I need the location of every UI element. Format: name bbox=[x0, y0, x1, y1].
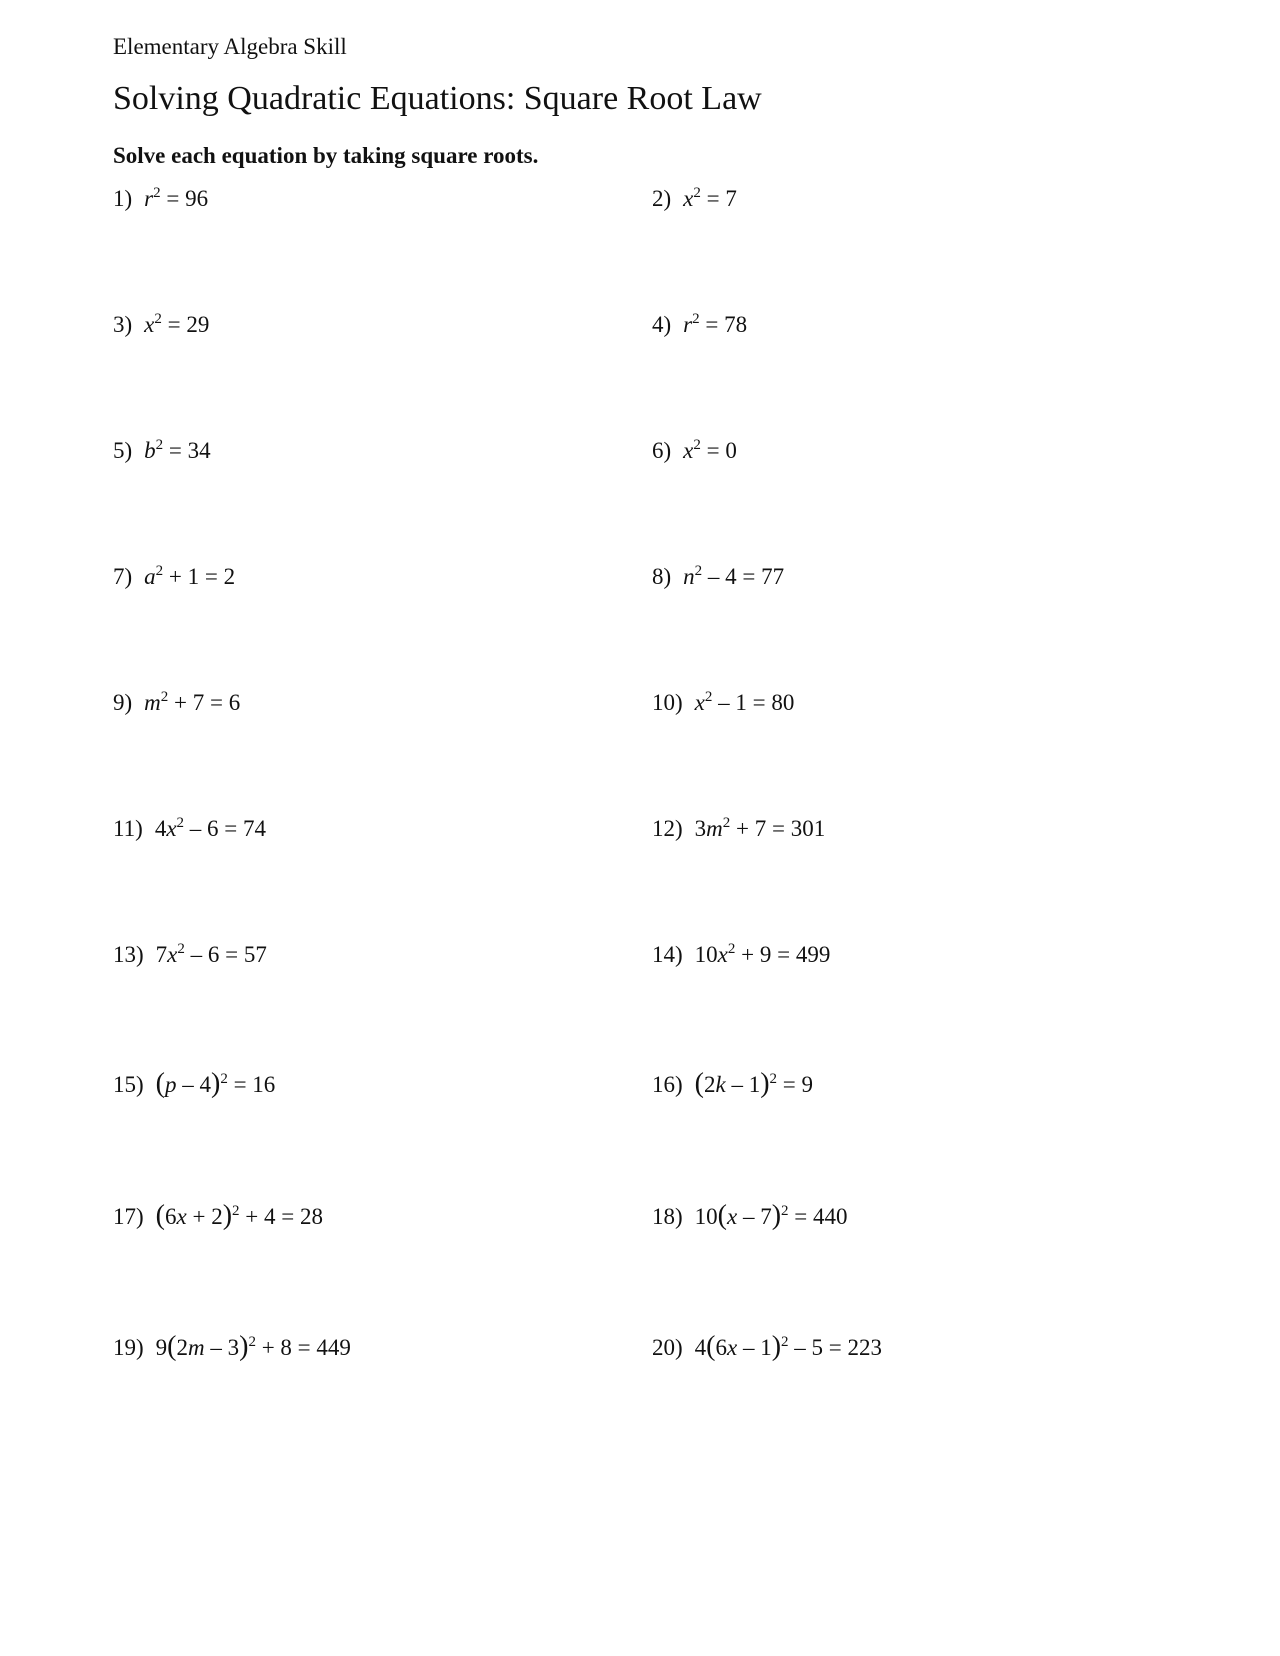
problem-equation: (p – 4)$^2$ = 16 bbox=[155, 1068, 276, 1099]
problem-equation: $(6x + 2)^2 + 4 = 28$ bbox=[155, 1200, 323, 1231]
problem-number: 14) bbox=[652, 942, 683, 967]
problem-20 bbox=[652, 1331, 883, 1362]
problem-number: 7) bbox=[113, 564, 133, 589]
problem-5 bbox=[113, 438, 211, 464]
problem-2 bbox=[652, 186, 737, 212]
problem-4 bbox=[652, 312, 747, 338]
problem-equation: $r^2 = 96$ bbox=[144, 185, 209, 211]
problem-1 bbox=[113, 186, 208, 212]
problem-equation: $b^2 = 34$ bbox=[144, 437, 211, 463]
problem-6 bbox=[652, 438, 737, 464]
problem-9 bbox=[113, 690, 240, 716]
instructions: Solve each equation by taking square roots. bbox=[113, 143, 539, 168]
problem-equation: $x^2 = 0$ bbox=[683, 437, 737, 463]
worksheet-title: Solving Quadratic Equations: Square Root Law bbox=[113, 80, 762, 117]
problem-number: 11) bbox=[113, 816, 143, 841]
problem-number: 19) bbox=[113, 1335, 144, 1360]
problem-number: 4) bbox=[652, 312, 672, 337]
problem-number: 16) bbox=[652, 1072, 683, 1097]
problem-equation: $r^2 = 78$ bbox=[683, 311, 748, 337]
problem-equation: $a^2 + 1 = 2$ bbox=[144, 563, 236, 589]
problem-8 bbox=[652, 564, 784, 590]
problem-17 bbox=[113, 1200, 323, 1231]
problem-number: 6) bbox=[652, 438, 672, 463]
problem-equation: $x^2 - 1 = 80$ bbox=[694, 689, 795, 715]
problem-equation: $7x^2 - 6 = 57$ bbox=[155, 941, 267, 967]
problem-equation: $x^2 = 29$ bbox=[144, 311, 210, 337]
problem-equation: $4x^2 - 6 = 74$ bbox=[154, 815, 267, 841]
problem-equation: 9(2m – 3)$^2$ + 8 = 449 bbox=[155, 1331, 351, 1362]
problem-equation: $m^2 + 7 = 6$ bbox=[144, 689, 241, 715]
problem-number: 5) bbox=[113, 438, 133, 463]
problem-equation: $3m^2 + 7 = 301$ bbox=[694, 815, 826, 841]
problem-equation: $10x^2 + 9 = 499$ bbox=[694, 941, 831, 967]
problem-number: 15) bbox=[113, 1072, 144, 1097]
problem-number: 9) bbox=[113, 690, 133, 715]
problem-equation: $n^2 - 4 = 77$ bbox=[683, 563, 785, 589]
problem-13 bbox=[113, 942, 267, 968]
problem-19 bbox=[113, 1331, 351, 1362]
problem-18 bbox=[652, 1200, 848, 1231]
problem-number: 10) bbox=[652, 690, 683, 715]
problem-number: 17) bbox=[113, 1204, 144, 1229]
course-name: Elementary Algebra Skill bbox=[113, 34, 347, 59]
problem-number: 20) bbox=[652, 1335, 683, 1360]
problem-number: 3) bbox=[113, 312, 133, 337]
problem-equation: (2k – 1)$^2$ = 9 bbox=[694, 1068, 814, 1099]
problem-11 bbox=[113, 816, 266, 842]
problem-15 bbox=[113, 1068, 276, 1099]
problem-16 bbox=[652, 1068, 814, 1099]
problem-equation: 4(6x – 1)$^2$ – 5 = 223 bbox=[694, 1331, 883, 1362]
problem-12 bbox=[652, 816, 825, 842]
problem-number: 8) bbox=[652, 564, 672, 589]
problem-number: 12) bbox=[652, 816, 683, 841]
problem-number: 2) bbox=[652, 186, 672, 211]
problem-number: 1) bbox=[113, 186, 133, 211]
problem-number: 13) bbox=[113, 942, 144, 967]
problem-equation: $x^2 = 7$ bbox=[683, 185, 737, 211]
problem-7 bbox=[113, 564, 235, 590]
problem-number: 18) bbox=[652, 1204, 683, 1229]
problem-3 bbox=[113, 312, 209, 338]
problem-equation: 10(x – 7)$^2$ = 440 bbox=[694, 1200, 848, 1231]
problem-14 bbox=[652, 942, 830, 968]
problem-10 bbox=[652, 690, 794, 716]
